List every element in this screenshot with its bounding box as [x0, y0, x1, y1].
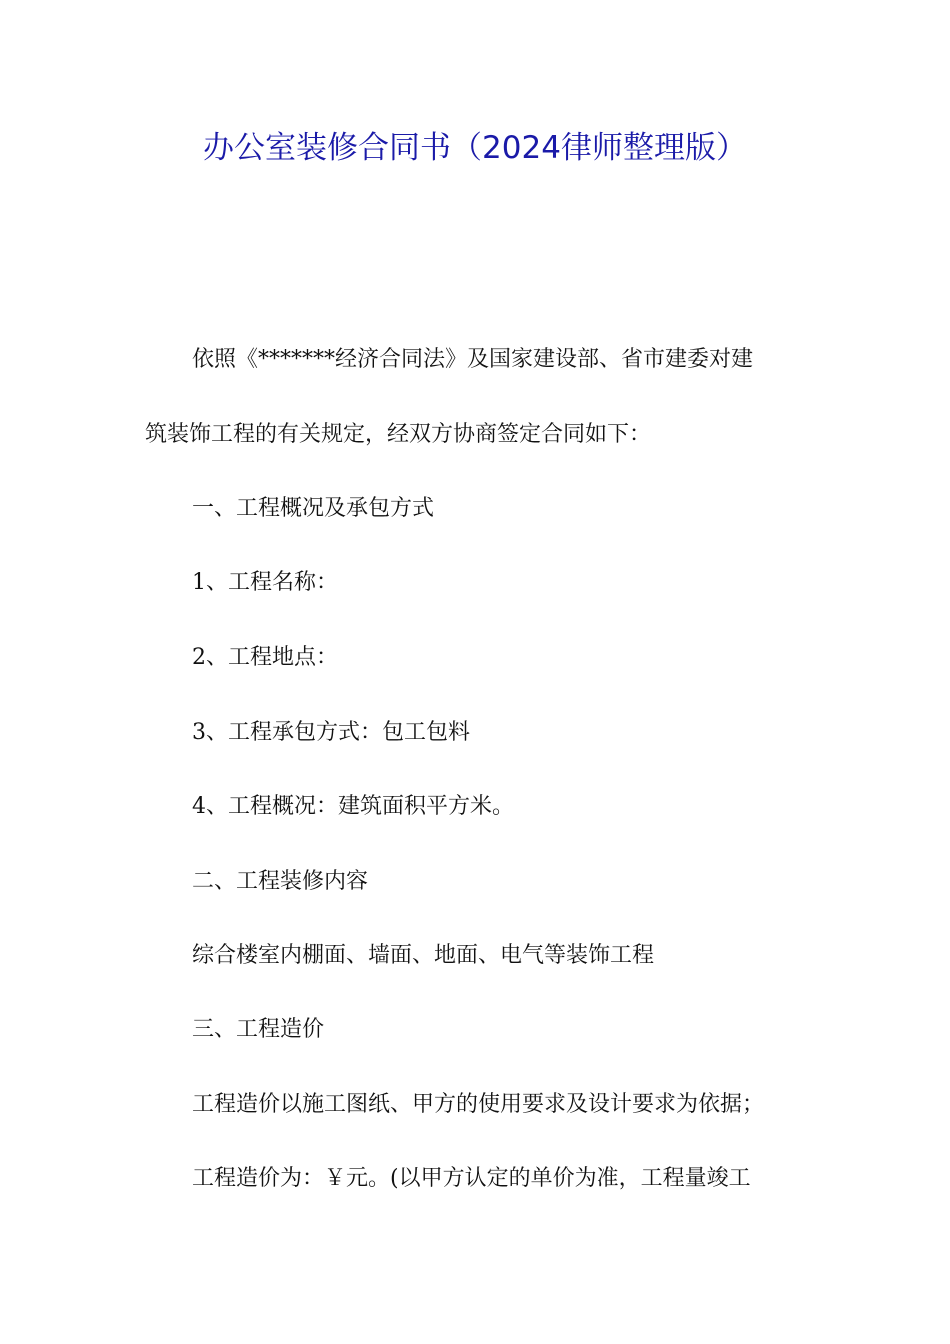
paragraph-project-name: 1、工程名称：	[192, 570, 338, 595]
paragraph-project-location: 2、工程地点：	[192, 645, 338, 670]
document-title: 办公室装修合同书（2024律师整理版）	[203, 130, 747, 166]
paragraph-contract-method: 3、工程承包方式：包工包料	[192, 720, 470, 745]
section-heading-1: 一、工程概况及承包方式	[192, 496, 435, 521]
paragraph-project-overview: 4、工程概况：建筑面积平方米。	[192, 794, 514, 819]
section-heading-2: 二、工程装修内容	[192, 869, 369, 894]
paragraph-decoration-content: 综合楼室内棚面、墙面、地面、电气等装饰工程	[192, 943, 655, 968]
paragraph-cost-amount: 工程造价为：￥元。(以甲方认定的单价为准，工程量竣工	[192, 1166, 751, 1191]
paragraph-intro-line-1: 依照《*******经济合同法》及国家建设部、省市建委对建	[192, 347, 754, 372]
paragraph-cost-basis: 工程造价以施工图纸、甲方的使用要求及设计要求为依据；	[192, 1092, 765, 1117]
section-heading-3: 三、工程造价	[192, 1017, 325, 1042]
paragraph-intro-line-2: 筑装饰工程的有关规定，经双方协商签定合同如下：	[145, 422, 652, 447]
